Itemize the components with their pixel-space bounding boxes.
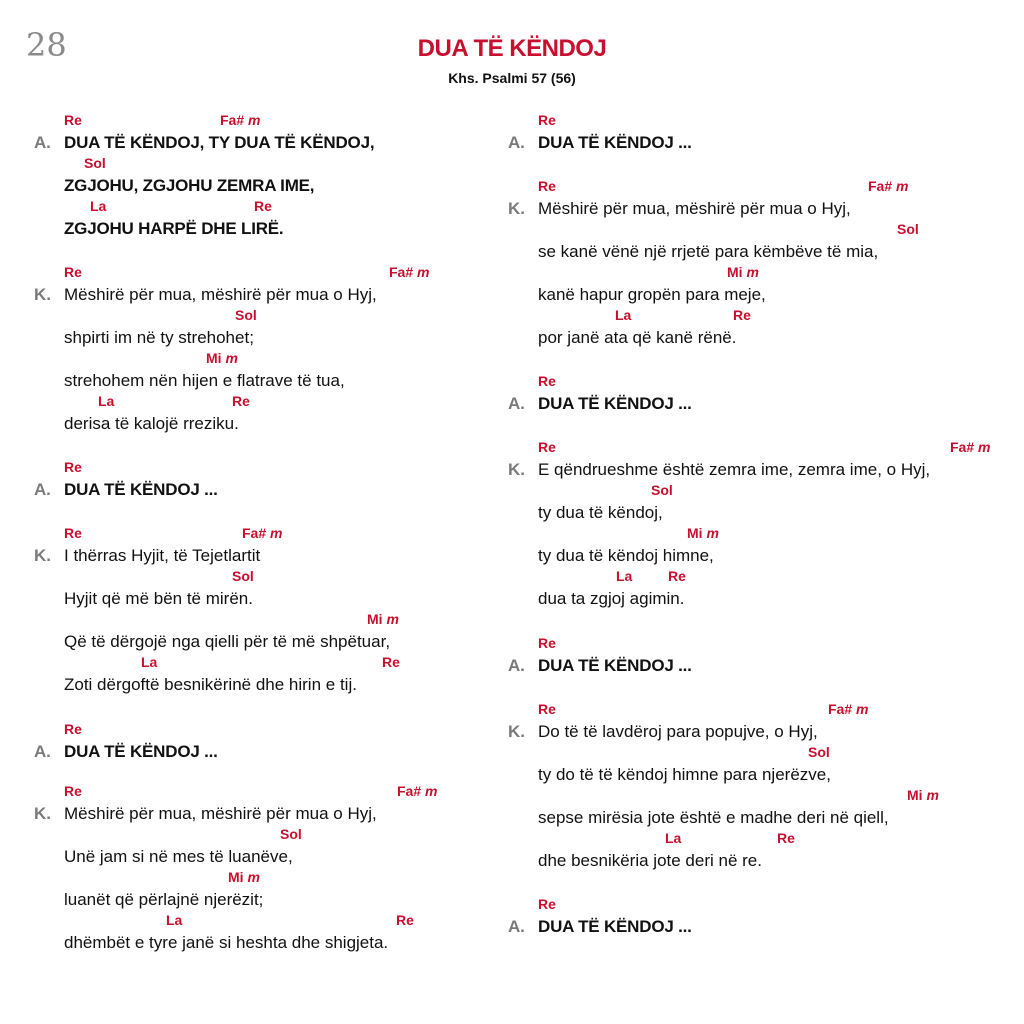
- verse-marker: K.: [34, 804, 51, 823]
- chord: Re: [64, 525, 82, 541]
- chord: Fa# m: [242, 525, 283, 541]
- refrain-marker: A.: [508, 917, 525, 936]
- verse-marker: K.: [34, 285, 51, 304]
- chord: Sol: [651, 482, 673, 498]
- chord: Re: [64, 264, 82, 280]
- refrain-marker: A.: [34, 133, 51, 152]
- chord: Re: [396, 912, 414, 928]
- chord: Mi m: [206, 350, 238, 366]
- lyric-line: ZGJOHU HARPË DHE LIRË.: [64, 219, 284, 238]
- lyric-line: ty do të të këndoj himne para njerëzve,: [538, 765, 831, 784]
- lyric-line: strehohem nën hijen e flatrave të tua,: [64, 371, 345, 390]
- chord: Re: [538, 896, 556, 912]
- chord: Re: [668, 568, 686, 584]
- chord: Mi m: [907, 787, 939, 803]
- lyric-line: Unë jam si në mes të luanëve,: [64, 847, 293, 866]
- right-refrain-4: [508, 896, 988, 939]
- lyric-line: Mëshirë për mua, mëshirë për mua o Hyj,: [64, 804, 377, 823]
- chord: Re: [382, 654, 400, 670]
- chord: Sol: [808, 744, 830, 760]
- chord: Sol: [84, 155, 106, 171]
- refrain-marker: A.: [34, 742, 51, 761]
- right-refrain-3: [508, 635, 988, 678]
- chord: La: [616, 568, 633, 584]
- song-title: DUA TË KËNDOJ: [417, 35, 607, 62]
- chord: Mi m: [367, 611, 399, 627]
- lyric-line: DUA TË KËNDOJ ...: [538, 133, 692, 152]
- lyric-line: DUA TË KËNDOJ ...: [538, 656, 692, 675]
- verse-marker: K.: [34, 546, 51, 565]
- left-verse-1: [34, 264, 514, 436]
- refrain-marker: A.: [34, 480, 51, 499]
- page-number: 28: [26, 26, 67, 64]
- lyric-line: DUA TË KËNDOJ ...: [64, 480, 218, 499]
- lyric-line: shpirti im në ty strehohet;: [64, 328, 254, 347]
- chord: Re: [254, 198, 272, 214]
- chord: Fa# m: [220, 112, 261, 128]
- right-refrain-2: [508, 373, 988, 416]
- chord: Fa# m: [868, 178, 909, 194]
- left-refrain-3: [34, 721, 514, 764]
- verse-marker: K.: [508, 199, 525, 218]
- chord: Fa# m: [828, 701, 869, 717]
- chord: Sol: [232, 568, 254, 584]
- lyric-line: luanët që përlajnë njerëzit;: [64, 890, 264, 909]
- chord: La: [615, 307, 632, 323]
- right-verse-2: [508, 439, 991, 611]
- right-refrain-1: [508, 112, 988, 155]
- refrain-marker: A.: [508, 394, 525, 413]
- lyric-line: ZGJOHU, ZGJOHU ZEMRA IME,: [64, 176, 315, 195]
- chord: Re: [64, 721, 82, 737]
- chord: La: [665, 830, 682, 846]
- chord: Re: [232, 393, 250, 409]
- lyric-line: Që të dërgojë nga qielli për të më shpëtuar,: [64, 632, 391, 651]
- lyric-line: sepse mirësia jote është e madhe deri në qiell,: [538, 808, 889, 827]
- chord: Mi m: [687, 525, 719, 541]
- lyric-line: DUA TË KËNDOJ ...: [64, 742, 218, 761]
- chord: La: [90, 198, 107, 214]
- lyric-line: E qëndrueshme është zemra ime, zemra ime, o Hyj,: [538, 460, 931, 479]
- lyric-line: I thërras Hyjit, të Tejetlartit: [64, 546, 261, 565]
- chord: Re: [538, 439, 556, 455]
- refrain-marker: A.: [508, 133, 525, 152]
- left-verse-3: [34, 783, 514, 955]
- chord: Re: [64, 112, 82, 128]
- lyric-line: ty dua të këndoj himne,: [538, 546, 714, 565]
- verse-marker: K.: [508, 722, 525, 741]
- lyric-line: dhëmbët e tyre janë si heshta dhe shigjeta.: [64, 933, 389, 952]
- lyric-line: ty dua të këndoj,: [538, 503, 663, 522]
- chord: Mi m: [727, 264, 759, 280]
- chord: Re: [777, 830, 795, 846]
- lyric-line: derisa të kalojë rreziku.: [64, 414, 239, 433]
- chord: Re: [733, 307, 751, 323]
- chord: Fa# m: [389, 264, 430, 280]
- chord: Fa# m: [950, 439, 991, 455]
- chord: Re: [538, 373, 556, 389]
- lyric-line: Do të të lavdëroj para popujve, o Hyj,: [538, 722, 818, 741]
- chord: Sol: [897, 221, 919, 237]
- right-verse-1: [508, 178, 988, 350]
- chord: Re: [538, 178, 556, 194]
- verse-marker: K.: [508, 460, 525, 479]
- chord: Re: [538, 112, 556, 128]
- lyric-line: Mëshirë për mua, mëshirë për mua o Hyj,: [64, 285, 377, 304]
- chord: La: [141, 654, 158, 670]
- chord: Mi m: [228, 869, 260, 885]
- chord: Sol: [235, 307, 257, 323]
- refrain-marker: A.: [508, 656, 525, 675]
- lyric-line: dua ta zgjoj agimin.: [538, 589, 685, 608]
- chord: Fa# m: [397, 783, 438, 799]
- chord: Re: [538, 635, 556, 651]
- lyric-line: dhe besnikëria jote deri në re.: [538, 851, 762, 870]
- right-verse-3: [508, 701, 988, 873]
- lyric-line: se kanë vënë një rrjetë para këmbëve të mia,: [538, 242, 879, 261]
- lyric-line: por janë ata që kanë rënë.: [538, 328, 737, 347]
- lyric-line: Hyjit që më bën të mirën.: [64, 589, 253, 608]
- lyric-line: Mëshirë për mua, mëshirë për mua o Hyj,: [538, 199, 851, 218]
- left-refrain-1: [34, 112, 514, 241]
- chord: La: [166, 912, 183, 928]
- chord: Sol: [280, 826, 302, 842]
- chord: Re: [538, 701, 556, 717]
- lyric-line: DUA TË KËNDOJ, TY DUA TË KËNDOJ,: [64, 133, 375, 152]
- lyric-line: DUA TË KËNDOJ ...: [538, 394, 692, 413]
- lyric-line: Zoti dërgoftë besnikërinë dhe hirin e tij.: [64, 675, 357, 694]
- chord: La: [98, 393, 115, 409]
- lyric-line: kanë hapur gropën para meje,: [538, 285, 766, 304]
- left-verse-2: [34, 525, 514, 697]
- chord: Re: [64, 459, 82, 475]
- chord: Re: [64, 783, 82, 799]
- song-subtitle: Khs. Psalmi 57 (56): [448, 70, 576, 86]
- left-refrain-2: [34, 459, 514, 502]
- lyric-line: DUA TË KËNDOJ ...: [538, 917, 692, 936]
